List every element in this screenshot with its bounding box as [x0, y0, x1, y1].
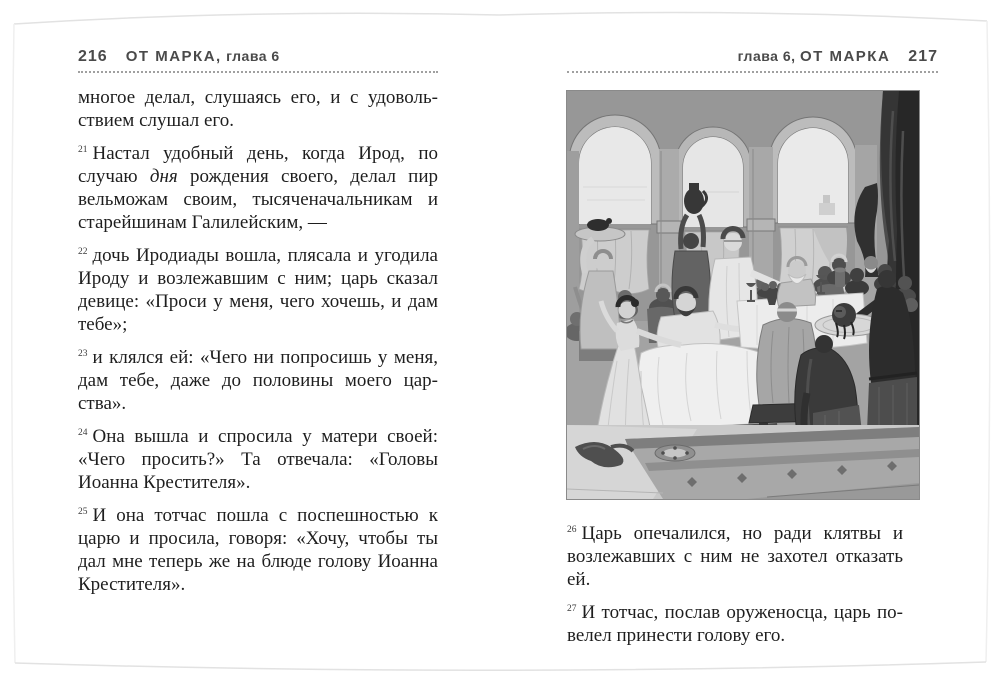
verse-text: И тотчас, послав оруженосца, царь повелел принести голову его. — [567, 602, 903, 646]
verse-paragraph — [567, 598, 903, 647]
left-text-column — [78, 86, 438, 596]
page-number: 217 — [908, 48, 938, 65]
verse-paragraph — [78, 501, 438, 596]
verse-number: 26 — [567, 525, 577, 535]
verse-text: рождения своего, делал пир вельможам своим, тысяченачальникам и старейшинам Галилейским, — — [78, 166, 438, 233]
verse-text: дочь Иродиады вошла, плясала и угодила Ироду и возлежавшим с ним; царь сказал девице: «Проси у меня, чего хочешь, и дам тебе»; — [78, 245, 438, 335]
verse-text-italic: дня — [149, 166, 178, 187]
verse-number: 24 — [78, 428, 88, 438]
verse-number: 22 — [78, 247, 88, 257]
verse-paragraph — [78, 422, 438, 494]
page-right — [567, 48, 938, 654]
verse-text: и клялся ей: «Чего ни попросишь у меня, дам тебе, даже до половины моего царства». — [78, 347, 438, 414]
header-chapter: глава 6, — [737, 48, 796, 64]
verse-paragraph — [78, 86, 438, 132]
verse-paragraph — [78, 343, 438, 415]
verse-text: Настал удобный день, когда Ирод, по случаю — [78, 143, 438, 187]
page-number: 216 — [78, 48, 108, 65]
verse-number: 25 — [78, 507, 88, 517]
page-left — [78, 48, 438, 603]
verse-text: Царь опечалился, но ради клятвы и возлежавших с ним не захотел отказать ей. — [567, 523, 903, 590]
verse-paragraph — [78, 139, 438, 234]
header-title: ОТ МАРКА — [799, 48, 891, 65]
header-chapter: глава 6 — [226, 48, 280, 64]
verse-paragraph — [78, 241, 438, 336]
right-text-column — [567, 519, 903, 647]
running-header-left — [78, 48, 438, 73]
verse-number: 21 — [78, 145, 88, 155]
verse-text: И она тотчас пошла с поспешностью к царю и просила, говоря: «Хочу, чтобы ты дал мне теперь же на блюде голову Иоанна Крестителя». — [78, 505, 438, 595]
herods-feast-illustration-icon — [567, 91, 919, 499]
verse-text: многое делал, слушаясь его, и с удовольствием слушал его. — [78, 87, 438, 131]
verse-paragraph — [567, 519, 903, 591]
header-title: ОТ МАРКА, — [125, 48, 222, 65]
running-header-right — [567, 48, 938, 73]
verse-text: Она вышла и спросила у матери своей: «Чего просить?» Та отвечала: «Головы Иоанна Крестителя». — [78, 426, 438, 493]
verse-number: 27 — [567, 604, 577, 614]
verse-number: 23 — [78, 349, 88, 359]
